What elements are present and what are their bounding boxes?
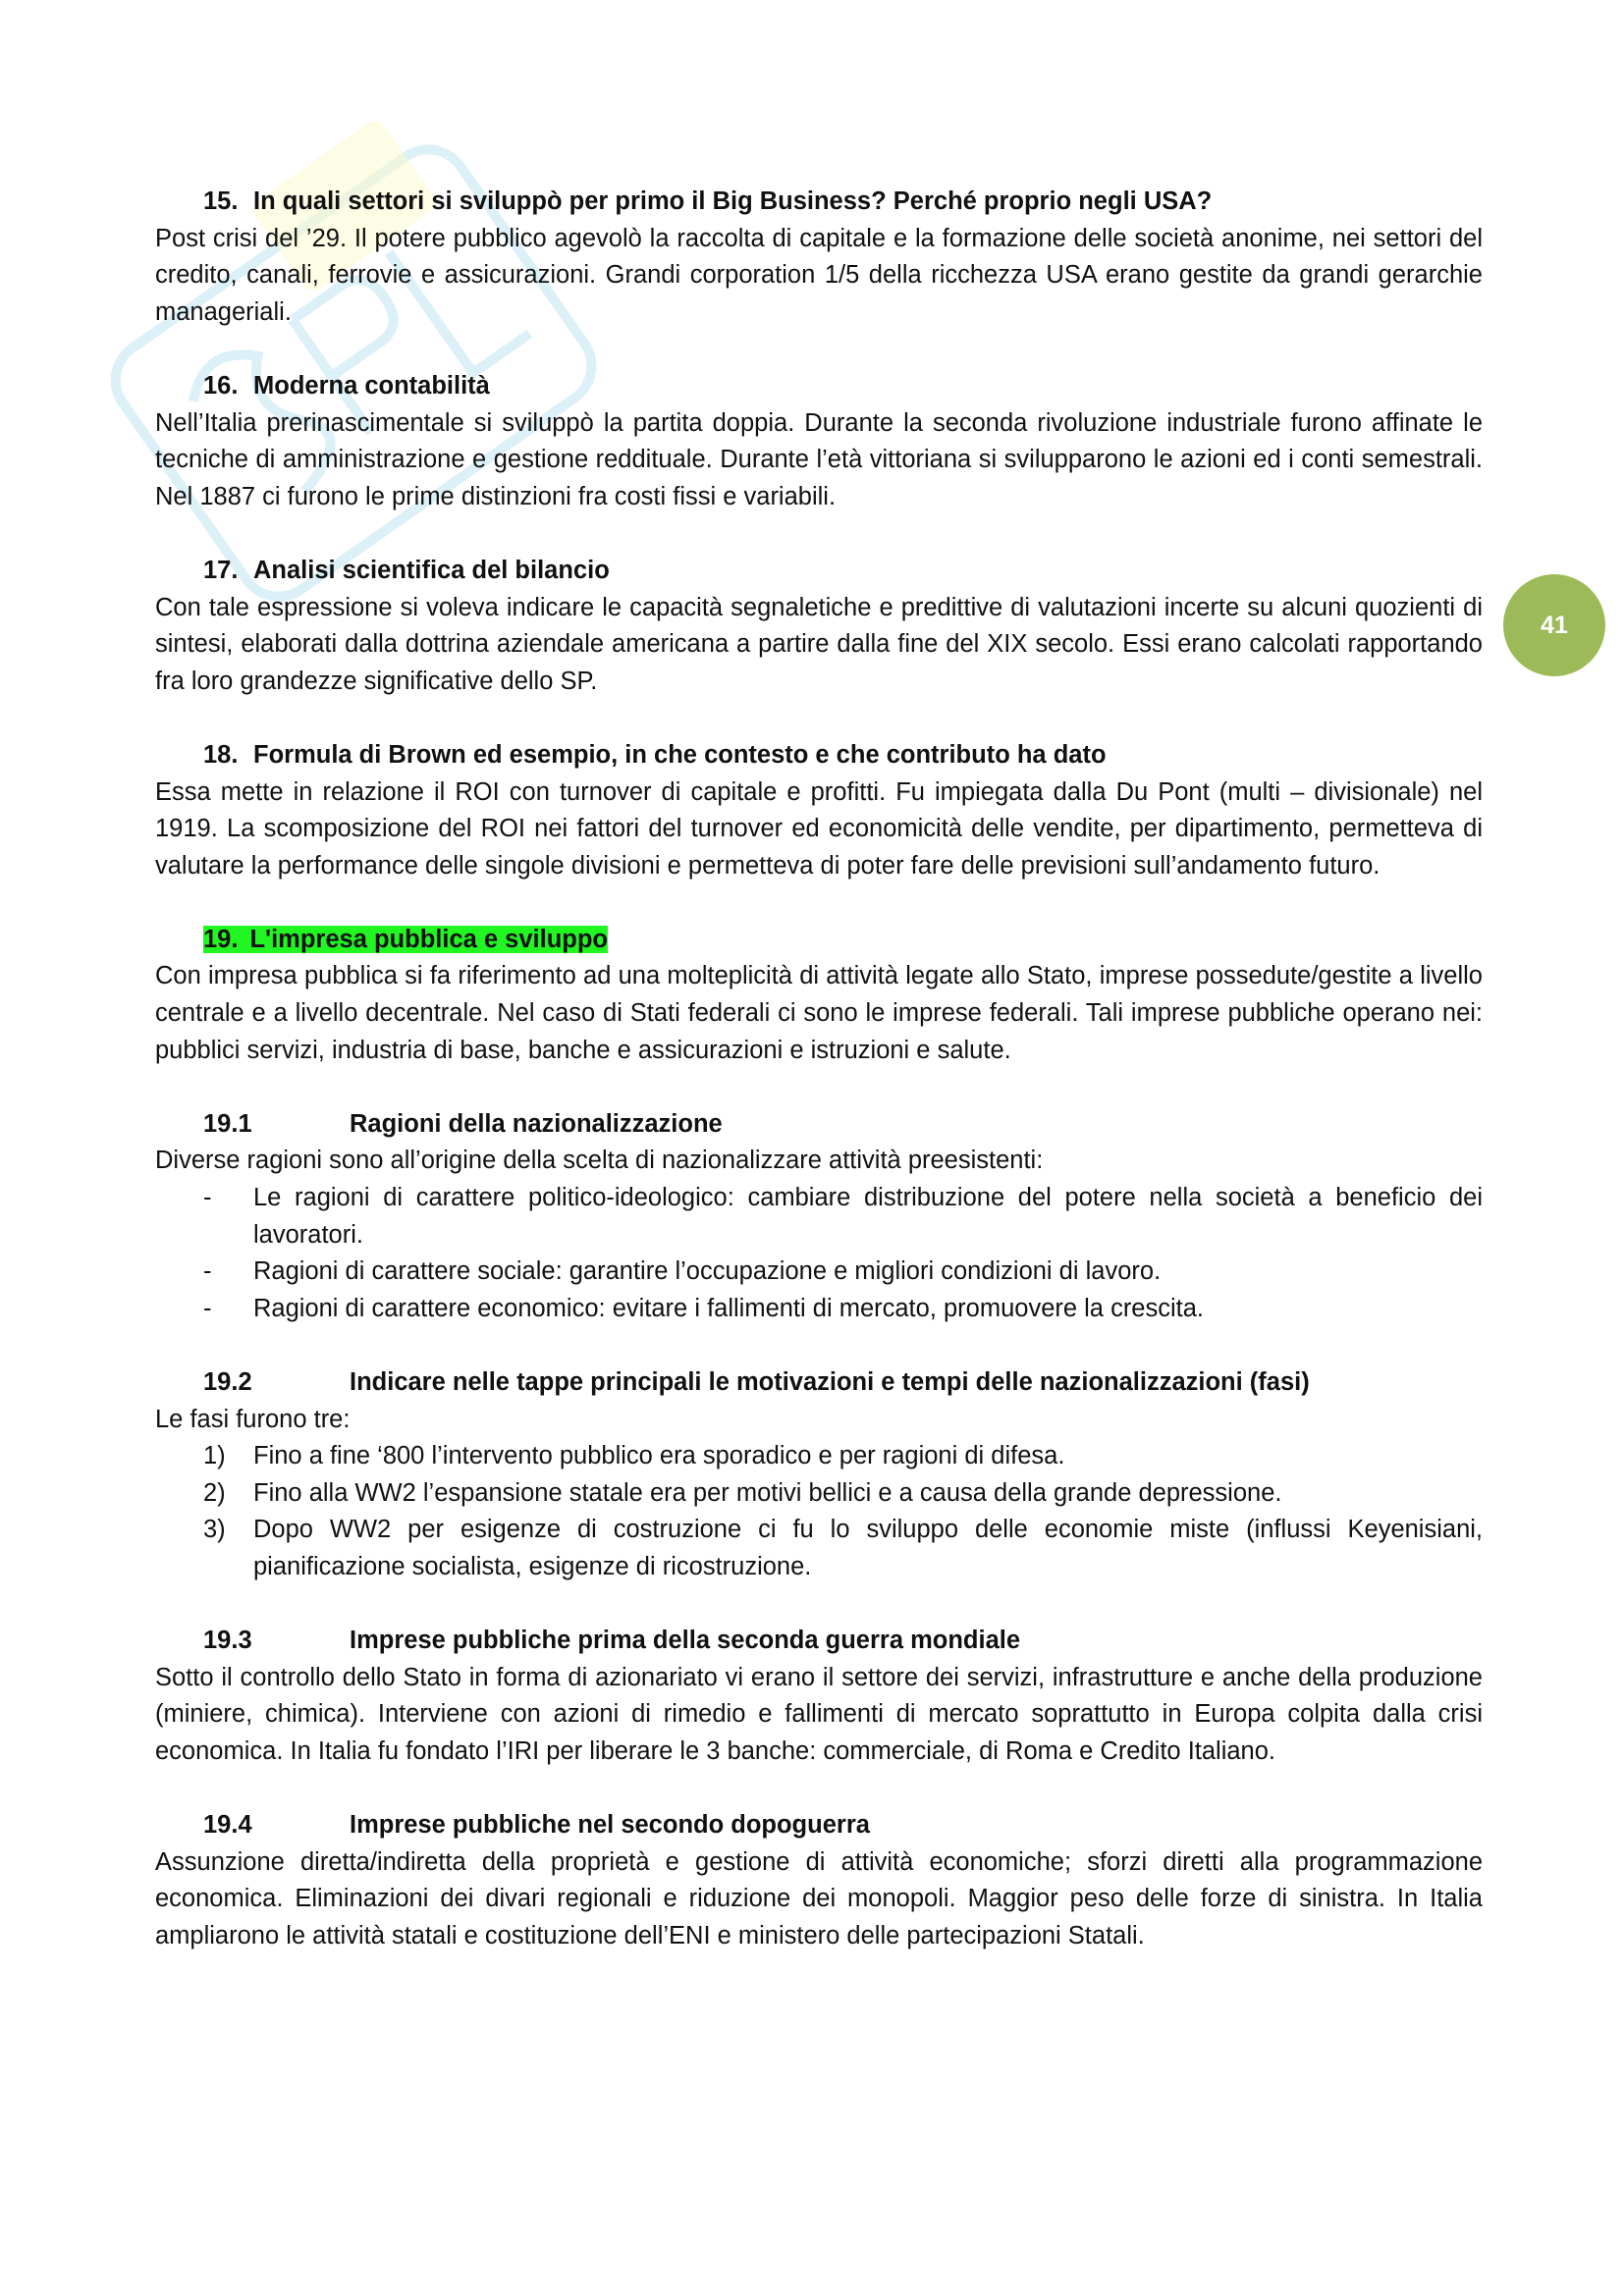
section-17 bbox=[155, 553, 1483, 700]
section-title: L'impresa pubblica e sviluppo bbox=[249, 925, 609, 953]
subsection-paragraph: Assunzione diretta/indiretta della proprietà e gestione di attività economiche; sforzi diretti alla programmazione economica. Eliminazioni dei divari regionali e riduzione dei monopoli. Maggior peso delle forze di sinistra. In Italia ampliarono le attività statali e costituzione dell’ENI e ministero delle partecipazioni Statali. bbox=[155, 1847, 1483, 1949]
subsection-heading bbox=[155, 1364, 1483, 1402]
section-heading bbox=[155, 184, 1483, 221]
list-item-text: Dopo WW2 per esigenze di costruzione ci fu lo sviluppo delle economie miste (influssi Keyenisiani, pianificazione socialista, esigenze di ricostruzione. bbox=[253, 1516, 1483, 1580]
section-19 bbox=[155, 922, 1483, 1069]
page-number-badge: 41 bbox=[1503, 574, 1605, 676]
subsection-19-2 bbox=[155, 1364, 1483, 1586]
subsection-19-1 bbox=[155, 1106, 1483, 1328]
section-18 bbox=[155, 737, 1483, 884]
subsection-number: 19.1 bbox=[203, 1109, 252, 1138]
section-paragraph: Nell’Italia prerinascimentale si sviluppò la partita doppia. Durante la seconda rivoluzione industriale furono affinate le tecniche di amministrazione e gestione reddituale. Durante l’età vittoriana si svilupparono le azioni ed i conti semestrali. Nel 1887 ci furono le prime distinzioni fra costi fissi e variabili. bbox=[155, 408, 1483, 510]
section-title: Formula di Brown ed esempio, in che contesto e che contributo ha dato bbox=[253, 740, 1107, 769]
list-item-text: Fino a fine ‘800 l’intervento pubblico era sporadico e per ragioni di difesa. bbox=[253, 1442, 1065, 1470]
subsection-intro: Diverse ragioni sono all’origine della scelta di nazionalizzare attività preesistenti: bbox=[155, 1147, 1044, 1175]
dash-marker: - bbox=[203, 1294, 212, 1322]
document-body bbox=[155, 184, 1483, 1992]
section-paragraph: Con impresa pubblica si fa riferimento ad una molteplicità di attività legate allo Stato, imprese possedute/gestite a livello centrale e a livello decentrale. Nel caso di Stati federali ci sono le imprese federali. Tali imprese pubbliche operano nei: pubblici servizi, industria di base, banche e assicurazioni e istruzioni e salute. bbox=[155, 962, 1483, 1064]
number-marker: 2) bbox=[203, 1478, 226, 1507]
highlighted-heading bbox=[203, 926, 608, 953]
section-15 bbox=[155, 184, 1483, 331]
list-item bbox=[155, 1475, 1483, 1513]
dash-list bbox=[155, 1180, 1483, 1327]
subsection-heading bbox=[155, 1623, 1483, 1660]
section-heading bbox=[155, 553, 1483, 590]
section-paragraph: Post crisi del ’29. Il potere pubblico agevolò la raccolta di capitale e la formazione delle società anonime, nei settori del credito, canali, ferrovie e assicurazioni. Grandi corporation 1/5 della ricchezza USA erano gestite da grandi gerarchie manageriali. bbox=[155, 224, 1483, 326]
list-item-text: Ragioni di carattere sociale: garantire l’occupazione e migliori condizioni di lavoro. bbox=[253, 1257, 1162, 1286]
list-item bbox=[155, 1254, 1483, 1291]
subsection-19-3 bbox=[155, 1623, 1483, 1770]
subsection-title: Indicare nelle tappe principali le motivazioni e tempi delle nazionalizzazioni (fasi) bbox=[350, 1368, 1310, 1396]
number-marker: 3) bbox=[203, 1516, 226, 1544]
list-item bbox=[155, 1438, 1483, 1475]
section-16 bbox=[155, 368, 1483, 515]
section-heading bbox=[155, 737, 1483, 774]
list-item bbox=[155, 1180, 1483, 1254]
numbered-list bbox=[155, 1438, 1483, 1585]
subsection-title: Imprese pubbliche prima della seconda guerra mondiale bbox=[350, 1627, 1021, 1655]
list-item-text: Fino alla WW2 l’espansione statale era per motivi bellici e a causa della grande depressione. bbox=[253, 1478, 1282, 1507]
list-item bbox=[155, 1512, 1483, 1585]
dash-marker: - bbox=[203, 1184, 212, 1212]
subsection-19-4 bbox=[155, 1807, 1483, 1954]
subsection-heading bbox=[155, 1807, 1483, 1844]
subsection-intro: Le fasi furono tre: bbox=[155, 1405, 351, 1433]
subsection-number: 19.4 bbox=[203, 1811, 252, 1840]
subsection-title: Ragioni della nazionalizzazione bbox=[350, 1109, 723, 1138]
section-number: 19. bbox=[203, 925, 239, 953]
section-paragraph: Con tale espressione si voleva indicare le capacità segnaletiche e predittive di valutazioni incerte su alcuni quozienti di sintesi, elaborati dalla dottrina aziendale americana a partire dalla fine del XIX secolo. Essi erano calcolati rapportando fra loro grandezze significative dello SP. bbox=[155, 593, 1483, 695]
subsection-number: 19.2 bbox=[203, 1368, 252, 1396]
subsection-heading bbox=[155, 1106, 1483, 1144]
section-number: 15. bbox=[203, 187, 239, 215]
list-item-text: Ragioni di carattere economico: evitare i fallimenti di mercato, promuovere la crescita. bbox=[253, 1294, 1205, 1322]
section-title: In quali settori si sviluppò per primo il Big Business? Perché proprio negli USA? bbox=[253, 187, 1213, 215]
subsection-number: 19.3 bbox=[203, 1627, 252, 1655]
section-title: Moderna contabilità bbox=[253, 371, 490, 400]
list-item-text: Le ragioni di carattere politico-ideologico: cambiare distribuzione del potere nella società a beneficio dei lavoratori. bbox=[253, 1184, 1483, 1249]
subsection-paragraph: Sotto il controllo dello Stato in forma di azionariato vi erano il settore dei servizi, infrastrutture e anche della produzione (miniere, chimica). Interviene con azioni di rimedio e fallimenti di mercato soprattutto in Europa colpita dalla crisi economica. In Italia fu fondato l’IRI per liberare le 3 banche: commerciale, di Roma e Credito Italiano. bbox=[155, 1663, 1483, 1765]
section-heading bbox=[155, 368, 1483, 405]
dash-marker: - bbox=[203, 1257, 212, 1286]
section-number: 16. bbox=[203, 371, 239, 400]
section-title: Analisi scientifica del bilancio bbox=[253, 556, 610, 584]
subsection-title: Imprese pubbliche nel secondo dopoguerra bbox=[350, 1811, 870, 1840]
section-paragraph: Essa mette in relazione il ROI con turnover di capitale e profitti. Fu impiegata dalla Du Pont (multi – divisionale) nel 1919. La scomposizione del ROI nei fattori del turnover ed economicità delle vendite, per dipartimento, permetteva di valutare la performance delle singole divisioni e permetteva di poter fare delle previsioni sull’andamento futuro. bbox=[155, 777, 1483, 880]
list-item bbox=[155, 1291, 1483, 1328]
number-marker: 1) bbox=[203, 1442, 226, 1470]
section-number: 18. bbox=[203, 740, 239, 769]
section-number: 17. bbox=[203, 556, 239, 584]
section-heading-highlighted bbox=[155, 922, 1483, 959]
